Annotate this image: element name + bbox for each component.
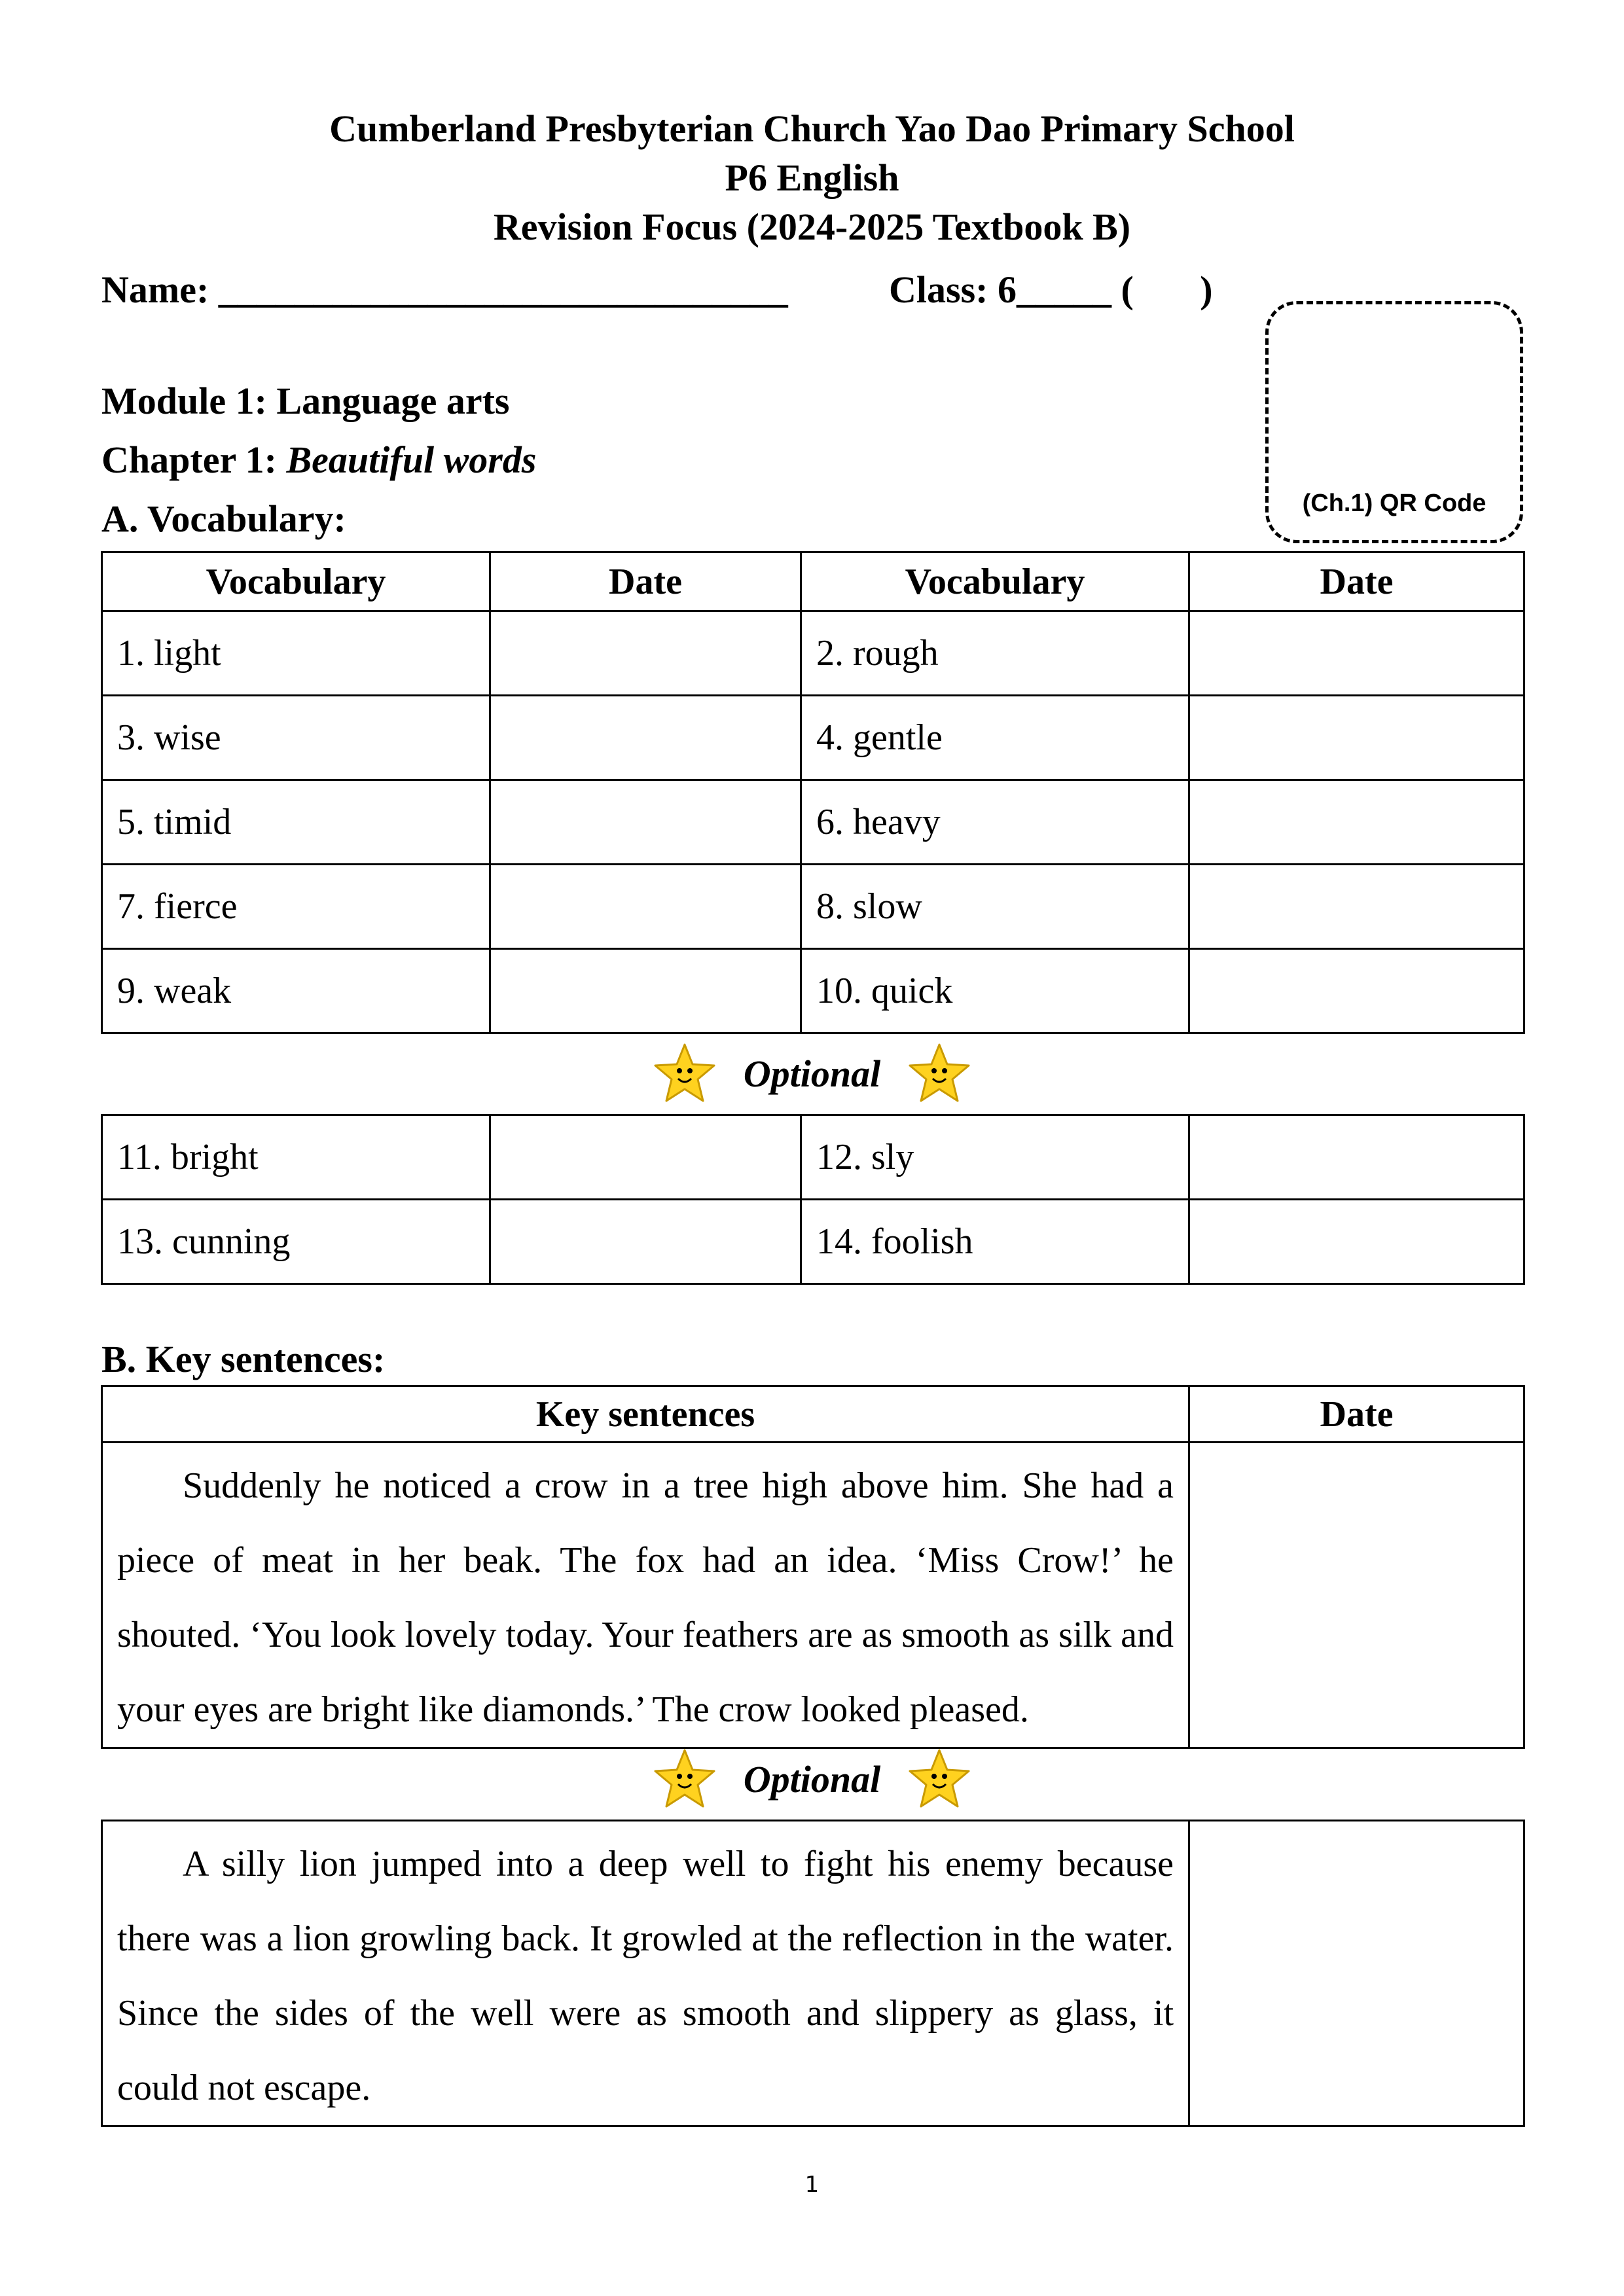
- vocab-word: 7. fierce: [102, 865, 490, 949]
- date-cell[interactable]: [490, 696, 801, 780]
- column-header-vocabulary: Vocabulary: [801, 552, 1189, 611]
- column-header-date: Date: [1189, 1386, 1525, 1443]
- table-row: [102, 1821, 1525, 2126]
- subject-title: P6 English: [725, 156, 899, 199]
- vocab-word: 11. bright: [102, 1115, 490, 1200]
- section-a-heading: A. Vocabulary:: [101, 497, 346, 540]
- vocab-word: 9. weak: [102, 949, 490, 1033]
- vocab-word: 4. gentle: [801, 696, 1189, 780]
- date-cell[interactable]: [1189, 696, 1525, 780]
- date-cell[interactable]: [490, 780, 801, 865]
- date-cell[interactable]: [1189, 611, 1525, 696]
- smiling-star-icon: [652, 1746, 717, 1812]
- date-cell[interactable]: [1189, 1443, 1525, 1748]
- page-number: 1: [804, 2172, 820, 2198]
- table-row: [102, 1200, 1525, 1284]
- column-header-key-sentences: Key sentences: [102, 1386, 1189, 1443]
- optional-vocabulary-table: [101, 1114, 1525, 1285]
- table-row: [102, 1443, 1525, 1748]
- table-row: [102, 949, 1525, 1033]
- column-header-date: Date: [490, 552, 801, 611]
- table-header-row: [102, 1386, 1525, 1443]
- date-cell[interactable]: [1189, 949, 1525, 1033]
- module-heading: Module 1: Language arts: [101, 380, 510, 422]
- qr-code-box: [1265, 301, 1523, 543]
- class-field[interactable]: Class: 6_____ ( ): [889, 268, 1213, 311]
- date-cell[interactable]: [1189, 1200, 1525, 1284]
- optional-label: Optional: [743, 1757, 881, 1801]
- vocab-word: 1. light: [102, 611, 490, 696]
- optional-banner: [0, 1746, 1624, 1812]
- table-row: [102, 865, 1525, 949]
- date-cell[interactable]: [490, 611, 801, 696]
- date-cell[interactable]: [1189, 1115, 1525, 1200]
- optional-banner: [0, 1041, 1624, 1106]
- document-title: Revision Focus (2024-2025 Textbook B): [493, 206, 1131, 248]
- school-name: Cumberland Presbyterian Church Yao Dao Primary School: [329, 107, 1295, 150]
- chapter-heading: [101, 437, 536, 483]
- date-cell[interactable]: [490, 949, 801, 1033]
- smiling-star-icon: [907, 1041, 972, 1106]
- name-field[interactable]: Name: ______________________________: [101, 268, 788, 311]
- table-row: [102, 1115, 1525, 1200]
- column-header-date: Date: [1189, 552, 1525, 611]
- vocab-word: 12. sly: [801, 1115, 1189, 1200]
- vocab-word: 3. wise: [102, 696, 490, 780]
- key-sentences-table: [101, 1385, 1525, 1749]
- vocab-word: 10. quick: [801, 949, 1189, 1033]
- table-row: [102, 696, 1525, 780]
- smiling-star-icon: [907, 1746, 972, 1812]
- key-sentence-passage: [102, 1821, 1189, 2126]
- chapter-title: Beautiful words: [286, 439, 537, 481]
- date-cell[interactable]: [490, 1200, 801, 1284]
- vocab-word: 6. heavy: [801, 780, 1189, 865]
- vocab-word: 8. slow: [801, 865, 1189, 949]
- passage-text: A silly lion jumped into a deep well to fight his enemy because there was a lion growling back. It growled at the reflection in the water. Since the sides of the well were as smooth and slippery as glass, it could not escape.: [117, 1844, 1174, 2108]
- date-cell[interactable]: [490, 1115, 801, 1200]
- smiling-star-icon: [652, 1041, 717, 1106]
- date-cell[interactable]: [1189, 865, 1525, 949]
- vocabulary-table: [101, 551, 1525, 1034]
- vocab-word: 2. rough: [801, 611, 1189, 696]
- vocab-word: 5. timid: [102, 780, 490, 865]
- key-sentence-passage: [102, 1443, 1189, 1748]
- table-row: [102, 611, 1525, 696]
- optional-key-sentences-table: [101, 1820, 1525, 2127]
- chapter-prefix: Chapter 1:: [101, 439, 287, 481]
- vocab-word: 13. cunning: [102, 1200, 490, 1284]
- column-header-vocabulary: Vocabulary: [102, 552, 490, 611]
- passage-text: Suddenly he noticed a crow in a tree high above him. She had a piece of meat in her beak. The fox had an idea. ‘Miss Crow!’ he shouted. ‘You look lovely today. Your feathers are as smooth as silk and your eyes are bright like diamonds.’ The crow looked pleased.: [117, 1465, 1174, 1730]
- section-b-heading: B. Key sentences:: [101, 1338, 386, 1380]
- date-cell[interactable]: [1189, 780, 1525, 865]
- date-cell[interactable]: [1189, 1821, 1525, 2126]
- optional-label: Optional: [743, 1052, 881, 1095]
- vocab-word: 14. foolish: [801, 1200, 1189, 1284]
- qr-code-label: (Ch.1) QR Code: [1302, 490, 1487, 517]
- table-row: [102, 780, 1525, 865]
- table-header-row: [102, 552, 1525, 611]
- date-cell[interactable]: [490, 865, 801, 949]
